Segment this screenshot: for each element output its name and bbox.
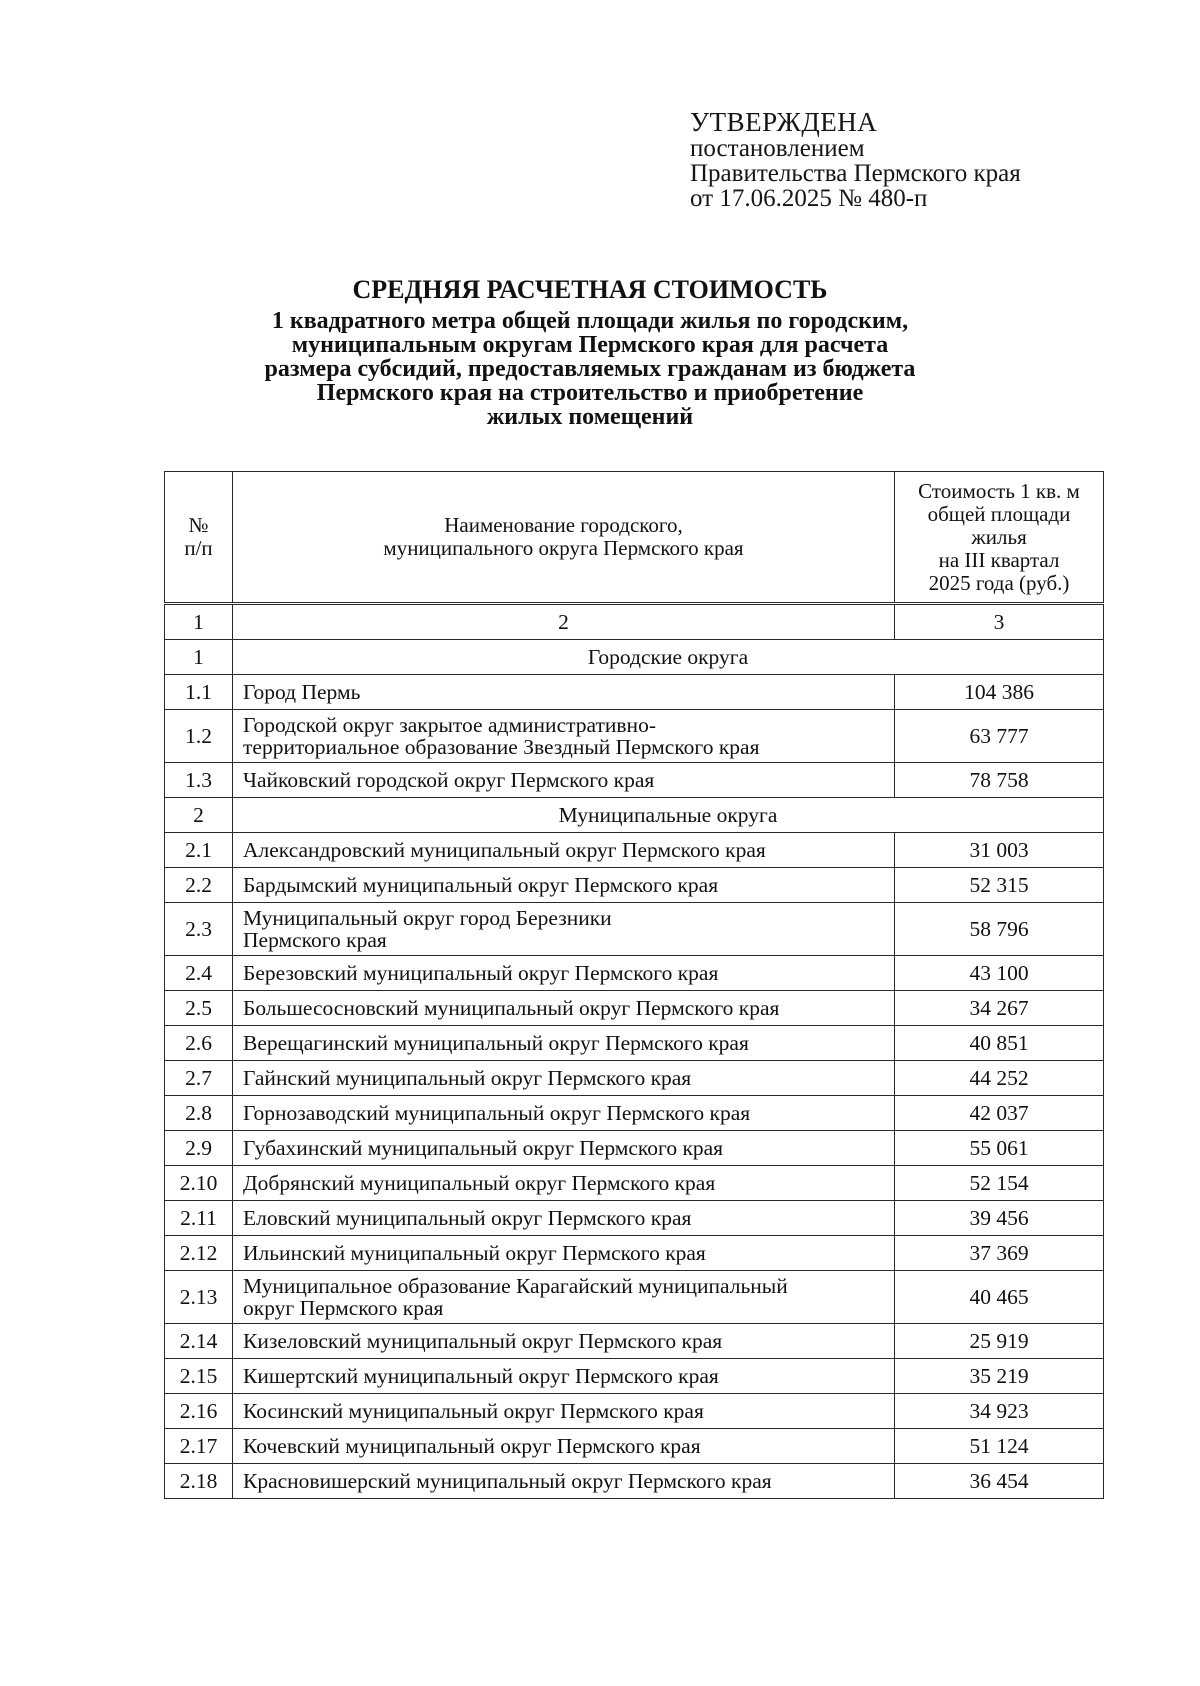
header-cost bbox=[895, 472, 1104, 604]
table-row bbox=[165, 1131, 1104, 1166]
row-number: 1.2 bbox=[165, 710, 233, 763]
column-number-row bbox=[165, 604, 1104, 640]
section-row bbox=[165, 640, 1104, 675]
row-number: 2.10 bbox=[165, 1166, 233, 1201]
row-number: 2.13 bbox=[165, 1271, 233, 1324]
row-number: 1.1 bbox=[165, 675, 233, 710]
table-row bbox=[165, 903, 1104, 956]
district-name: Еловский муниципальный округ Пермского края bbox=[233, 1201, 895, 1236]
district-name: Ильинский муниципальный округ Пермского края bbox=[233, 1236, 895, 1271]
table-row bbox=[165, 833, 1104, 868]
document-subtitle bbox=[180, 309, 1000, 429]
district-name: Кишертский муниципальный округ Пермского края bbox=[233, 1359, 895, 1394]
table-row bbox=[165, 1201, 1104, 1236]
district-name-line: Муниципальный округ город Березники bbox=[243, 906, 612, 930]
row-number: 2.17 bbox=[165, 1429, 233, 1464]
district-name: Гайнский муниципальный округ Пермского края bbox=[233, 1061, 895, 1096]
document-title: СРЕДНЯЯ РАСЧЕТНАЯ СТОИМОСТЬ bbox=[352, 275, 828, 304]
cost-value: 34 923 bbox=[895, 1394, 1104, 1429]
row-number: 2.4 bbox=[165, 956, 233, 991]
row-number: 2.9 bbox=[165, 1131, 233, 1166]
cost-value: 37 369 bbox=[895, 1236, 1104, 1271]
district-name bbox=[233, 903, 895, 956]
header-number-abbr: п/п bbox=[184, 536, 213, 560]
row-number: 2.18 bbox=[165, 1464, 233, 1499]
approval-heading: УТВЕРЖДЕНА bbox=[690, 107, 878, 137]
table-row bbox=[165, 1061, 1104, 1096]
cost-value: 40 851 bbox=[895, 1026, 1104, 1061]
table-row bbox=[165, 763, 1104, 798]
district-name: Добрянский муниципальный округ Пермского края bbox=[233, 1166, 895, 1201]
header-cost-line: жилья bbox=[971, 524, 1027, 549]
cost-value: 58 796 bbox=[895, 903, 1104, 956]
table-row bbox=[165, 991, 1104, 1026]
header-name-line: муниципального округа Пермского края bbox=[383, 536, 744, 560]
approval-date-number: от 17.06.2025 № 480-п bbox=[690, 185, 928, 212]
cost-value: 51 124 bbox=[895, 1429, 1104, 1464]
subtitle-line: муниципальным округам Пермского края для расчета bbox=[291, 332, 889, 358]
cost-value: 39 456 bbox=[895, 1201, 1104, 1236]
row-number: 1.3 bbox=[165, 763, 233, 798]
table-row bbox=[165, 710, 1104, 763]
cost-value: 55 061 bbox=[895, 1131, 1104, 1166]
subtitle-line: 1 квадратного метра общей площади жилья по городским, bbox=[271, 308, 909, 334]
header-cost-line: 2025 года (руб.) bbox=[928, 570, 1070, 595]
district-name: Косинский муниципальный округ Пермского края bbox=[233, 1394, 895, 1429]
district-name: Чайковский городской округ Пермского края bbox=[233, 763, 895, 798]
cost-value: 35 219 bbox=[895, 1359, 1104, 1394]
row-number: 2.12 bbox=[165, 1236, 233, 1271]
district-name: Большесосновский муниципальный округ Пермского края bbox=[233, 991, 895, 1026]
row-number: 2.7 bbox=[165, 1061, 233, 1096]
table-row bbox=[165, 1429, 1104, 1464]
cost-value: 40 465 bbox=[895, 1271, 1104, 1324]
section-row bbox=[165, 798, 1104, 833]
table-row bbox=[165, 1236, 1104, 1271]
row-number: 2.6 bbox=[165, 1026, 233, 1061]
district-name: Горнозаводский муниципальный округ Пермского края bbox=[233, 1096, 895, 1131]
subtitle-line: жилых помещений bbox=[486, 404, 694, 430]
table-row bbox=[165, 868, 1104, 903]
cost-value: 36 454 bbox=[895, 1464, 1104, 1499]
cost-value: 44 252 bbox=[895, 1061, 1104, 1096]
column-number: 1 bbox=[165, 604, 233, 640]
table-row bbox=[165, 1271, 1104, 1324]
district-name: Бардымский муниципальный округ Пермского края bbox=[233, 868, 895, 903]
district-name: Березовский муниципальный округ Пермского края bbox=[233, 956, 895, 991]
row-number: 2.11 bbox=[165, 1201, 233, 1236]
cost-value: 63 777 bbox=[895, 710, 1104, 763]
table-row bbox=[165, 1096, 1104, 1131]
row-number: 1 bbox=[165, 640, 233, 675]
cost-value: 52 154 bbox=[895, 1166, 1104, 1201]
approval-stamp bbox=[690, 108, 1170, 211]
section-title: Городские округа bbox=[233, 640, 1104, 675]
row-number: 2.16 bbox=[165, 1394, 233, 1429]
row-number: 2.5 bbox=[165, 991, 233, 1026]
table-row bbox=[165, 1359, 1104, 1394]
section-title: Муниципальные округа bbox=[233, 798, 1104, 833]
header-name-line: Наименование городского, bbox=[444, 513, 683, 537]
cost-value: 42 037 bbox=[895, 1096, 1104, 1131]
cost-value: 25 919 bbox=[895, 1324, 1104, 1359]
row-number: 2.3 bbox=[165, 903, 233, 956]
table-row bbox=[165, 1394, 1104, 1429]
row-number: 2.2 bbox=[165, 868, 233, 903]
district-name: Кочевский муниципальный округ Пермского края bbox=[233, 1429, 895, 1464]
row-number: 2.8 bbox=[165, 1096, 233, 1131]
table-row bbox=[165, 1166, 1104, 1201]
table-header-row bbox=[165, 472, 1104, 604]
header-cost-line: на III квартал bbox=[938, 547, 1060, 572]
table-row bbox=[165, 1464, 1104, 1499]
row-number: 2.14 bbox=[165, 1324, 233, 1359]
table-row bbox=[165, 1324, 1104, 1359]
cost-value: 52 315 bbox=[895, 868, 1104, 903]
header-number bbox=[165, 472, 233, 604]
row-number: 2.15 bbox=[165, 1359, 233, 1394]
district-name bbox=[233, 1271, 895, 1324]
cost-value: 31 003 bbox=[895, 833, 1104, 868]
row-number: 2 bbox=[165, 798, 233, 833]
district-name: Губахинский муниципальный округ Пермского края bbox=[233, 1131, 895, 1166]
cost-value: 34 267 bbox=[895, 991, 1104, 1026]
header-cost-line: Стоимость 1 кв. м bbox=[918, 478, 1080, 503]
approval-line: постановлением bbox=[690, 135, 865, 162]
cost-value: 43 100 bbox=[895, 956, 1104, 991]
district-name-line: округ Пермского края bbox=[243, 1296, 444, 1320]
district-name: Красновишерский муниципальный округ Пермского края bbox=[233, 1464, 895, 1499]
table-row bbox=[165, 1026, 1104, 1061]
cost-table bbox=[164, 471, 1104, 1499]
district-name: Верещагинский муниципальный округ Пермского края bbox=[233, 1026, 895, 1061]
header-name bbox=[233, 472, 895, 604]
district-name: Город Пермь bbox=[233, 675, 895, 710]
header-cost-line: общей площади bbox=[927, 501, 1071, 526]
row-number: 2.1 bbox=[165, 833, 233, 868]
table-row bbox=[165, 956, 1104, 991]
district-name bbox=[233, 710, 895, 763]
column-number: 3 bbox=[895, 604, 1104, 640]
table-row bbox=[165, 675, 1104, 710]
cost-value: 78 758 bbox=[895, 763, 1104, 798]
district-name-line: Городской округ закрытое административно- bbox=[243, 713, 656, 737]
subtitle-line: размера субсидий, предоставляемых гражданам из бюджета bbox=[264, 356, 916, 382]
approval-line: Правительства Пермского края bbox=[690, 160, 1021, 187]
district-name-line: Муниципальное образование Карагайский муниципальный bbox=[243, 1274, 788, 1298]
subtitle-line: Пермского края на строительство и приобретение bbox=[316, 380, 864, 406]
cost-value: 104 386 bbox=[895, 675, 1104, 710]
district-name-line: Пермского края bbox=[243, 928, 387, 952]
column-number: 2 bbox=[233, 604, 895, 640]
district-name: Кизеловский муниципальный округ Пермского края bbox=[233, 1324, 895, 1359]
header-number-symbol: № bbox=[188, 513, 209, 537]
district-name-line: территориальное образование Звездный Пермского края bbox=[243, 735, 760, 759]
district-name: Александровский муниципальный округ Пермского края bbox=[233, 833, 895, 868]
